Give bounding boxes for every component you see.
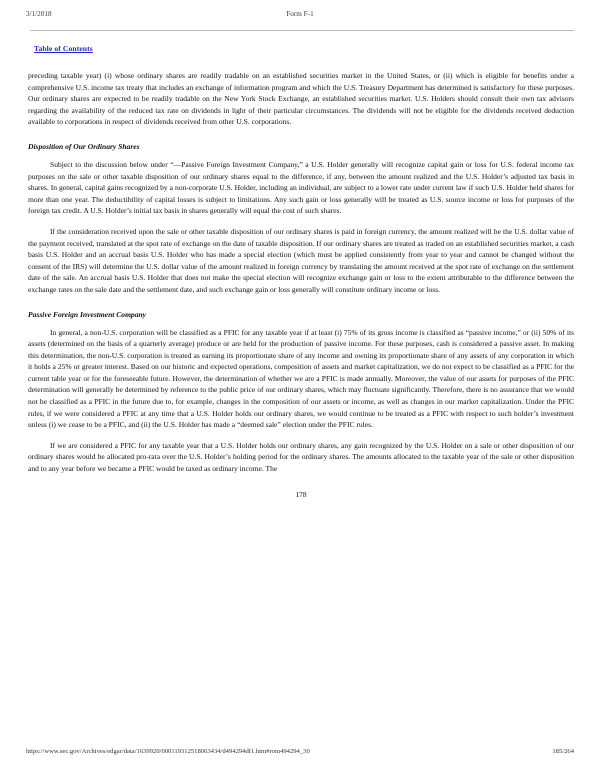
body-paragraph: If the consideration received upon the sale or other taxable disposition of our ordinary shares is paid in foreign currency, the amount realized will be the U.S. dollar value of the payment received, translated at the spot rate of exchange on the date of taxable disposition. If our ordinary shares are treated as traded on an established securities market, a cash basis U.S. Holder and an accrual basis U.S. Holder who has made a special election (which must be applied consistently from year to year and cannot be changed without the consent of the IRS) will determine the U.S. dollar value of the amount realized in foreign currency by translating the amount received at the spot rate of exchange on the settlement date of the sale. An accrual basis U.S. Holder that does not make the special election will recognize exchange gain or loss to the extent attributable to the difference between the exchange rates on the sale date and the settlement date, and such exchange gain or loss generally will constitute ordinary income or loss. [28,226,574,294]
body-paragraph: If we are considered a PFIC for any taxable year that a U.S. Holder holds our ordinary shares, any gain recognized by the U.S. Holder on a sale or other disposition of our ordinary shares would be allocated pro-rata over the U.S. Holder’s holding period for the ordinary shares. The amounts allocated to the taxable year of the sale or other disposition and to any year before we became a PFIC would be taxed as ordinary income. The [28,440,574,474]
print-header [26,10,574,26]
body-paragraph: In general, a non-U.S. corporation will be classified as a PFIC for any taxable year if at least (i) 75% of its gross income is classified as “passive income,” or (ii) 50% of its assets (determined on the basis of a quarterly average) produce or are held for the production of passive income. For these purposes, cash is considered a passive asset. In making this determination, the non-U.S. corporation is treated as earning its proportionate share of any income and owning its proportionate share of any assets of any corporation in which it holds a 25% or greater interest. Based on our historic and expected operations, composition of assets and market capitalization, we do not expect to be classified as a PFIC for the current table year or for the foreseeable future. However, the determination of whether we are a PFIC is made annually. Moreover, the value of our assets for purposes of the PFIC determination will generally be determined by reference to the public price of our ordinary shares, which may fluctuate significantly. Therefore, there is no assurance that we would not be classified as a PFIC in the future due to, for example, changes in the composition of our assets or income, as well as changes in our market capitalization. Under the PFIC rules, if we were considered a PFIC at any time that a U.S. Holder holds our ordinary shares, we would continue to be treated as a PFIC with respect to such holder’s investment unless (i) we cease to be a PFIC, and (ii) the U.S. Holder has made a “deemed sale” election under the PFIC rules. [28,327,574,430]
print-footer [26,748,574,762]
section-heading: Passive Foreign Investment Company [28,309,147,319]
print-footer-url: https://www.sec.gov/Archives/edgar/data/1639920/000119312518063434/d494294df1.htm#rom494294_30 [26,748,310,755]
document-content [28,38,574,499]
section-heading: Disposition of Our Ordinary Shares [28,141,140,151]
page-number: 178 [295,489,307,499]
print-header-document-title: Form F-1 [286,10,314,18]
header-divider [30,30,574,31]
body-paragraph: Subject to the discussion below under “—Passive Foreign Investment Company,” a U.S. Holder generally will recognize capital gain or loss for U.S. federal income tax purposes on the sale or other taxable disposition of our ordinary shares equal to the difference, if any, between the amount realized and the U.S. Holder’s adjusted tax basis in shares. In general, capital gains recognized by a non-corporate U.S. Holder, including an individual, are subject to a lower rate under current law if such U.S. Holder held shares for more than one year. The deductibility of capital losses is subject to limitations. Any such gain or loss generally will be treated as U.S. source income or loss for purposes of the foreign tax credit. A U.S. Holder’s initial tax basis in shares generally will equal the cost of such shares. [28,159,574,216]
table-of-contents-link[interactable]: Table of Contents [34,44,93,53]
body-paragraph: preceding taxable year) (i) whose ordinary shares are readily tradable on an established securities market in the United States, or (ii) which is eligible for benefits under a comprehensive U.S. income tax treaty that includes an exchange of information program and which the U.S. Treasury Department has determined is satisfactory for these purposes. Our ordinary shares are expected to be readily tradable on the New York Stock Exchange, an established securities market. U.S. Holders should consult their own tax advisors regarding the availability of the reduced tax rate on dividends in light of their particular circumstances. The dividends will not be eligible for the dividends received deduction available to corporations in respect of dividends received from other U.S. corporations. [28,71,574,127]
document-body [28,70,574,475]
print-footer-page-count: 185/264 [552,748,574,755]
print-header-date: 3/1/2018 [26,10,52,18]
